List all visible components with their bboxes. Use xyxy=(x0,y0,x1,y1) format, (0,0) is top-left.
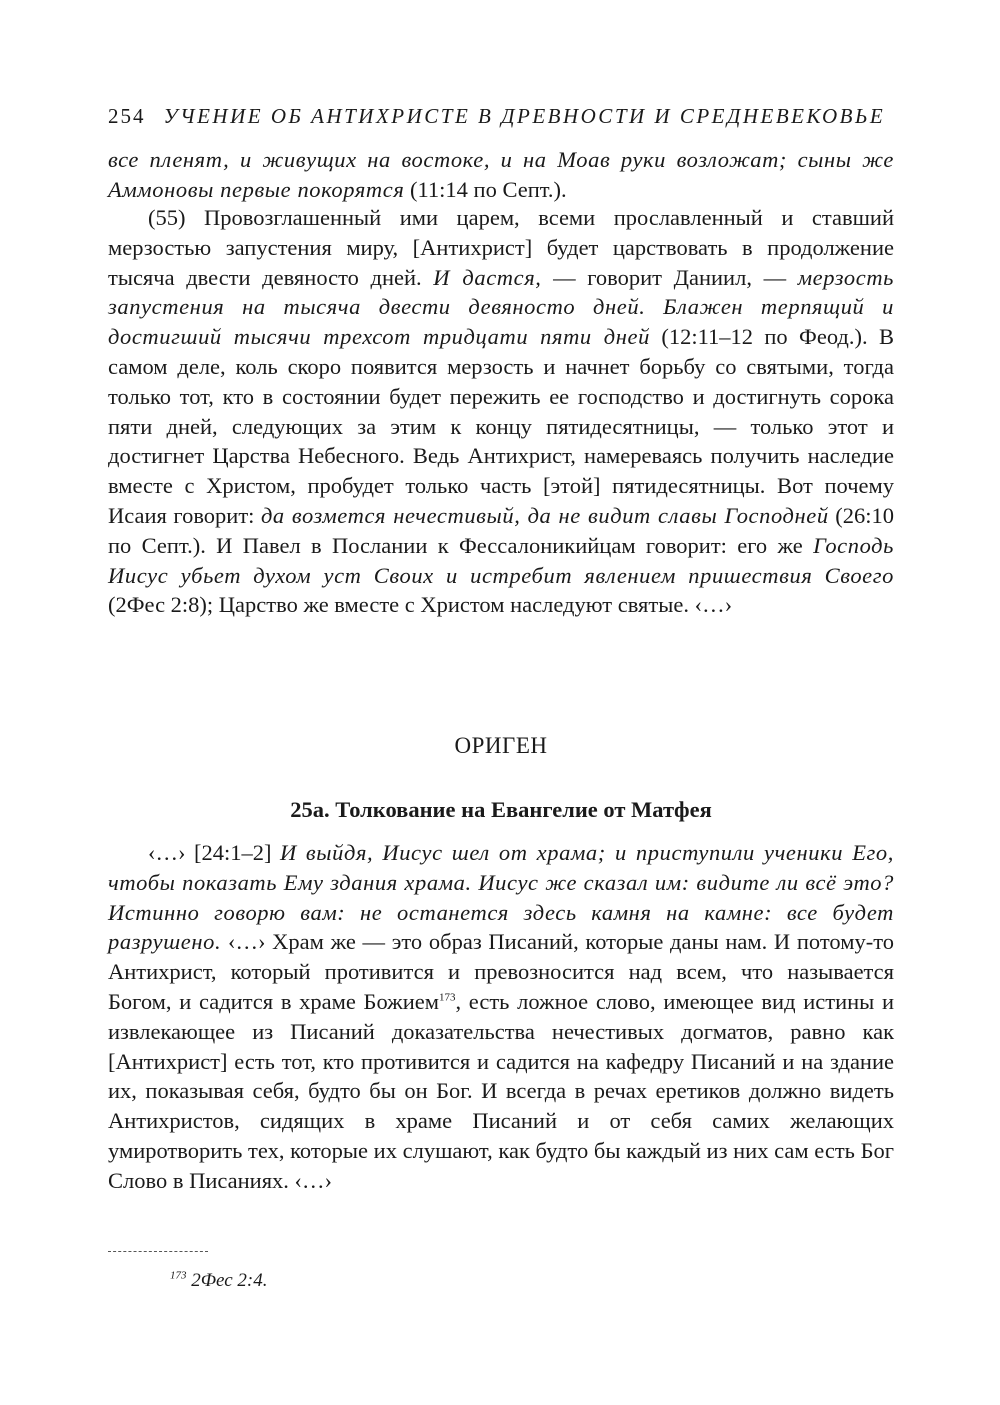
quote-text: мерзость запустения на тысяча двести девяносто дней. Блажен терпящий и достигший тысячи трехсот тридцати пяти дней xyxy=(108,264,895,350)
body-text: (26:10 по Септ.). И Павел в Послании к Фессалоникийцам говорит: его же xyxy=(108,502,895,558)
footnote-mark: 173 xyxy=(170,1269,187,1282)
running-title: УЧЕНИЕ ОБ АНТИХРИСТЕ В ДРЕВНОСТИ И СРЕДНЕВЕКОВЬЕ xyxy=(163,104,886,128)
footnote-text: 2Фес 2:4. xyxy=(186,1270,268,1291)
scripture-reference: (11:14 по Септ.). xyxy=(404,176,567,202)
quote-text: да возмется нечестивый, да не видит славы Господней xyxy=(260,502,829,528)
footnote-divider xyxy=(108,1251,208,1252)
body-text: (12:11–12 по Феод.). В самом деле, коль скоро появится мерзость и начнет борьбу со святыми, тогда только тот, кто в состоянии будет пережить ее господство и достигнуть сорока пяти дней, следующих за этим к концу пятидесятницы, — только этот и достигнет Царства Небесного. Ведь Антихрист, намереваясь получить наследие вместе с Христом, пробудет только часть [этой] пятидесятницы. Вот почему Исаия говорит: xyxy=(108,324,894,528)
body-text: , есть ложное слово, имеющее вид истины и извлекающее из Писаний доказательства нечестивых догматов, равно как [Антихрист] есть тот, кто противится и садится на кафедру Писаний и на здание их, показывая себя, будто бы он Бог. И всегда в речах еретиков должно видеть Антихристов, сидящих в храме Писаний и от себя самих желающих умиротворить тех, которые их слушают, как будто бы каждый из них сам есть Бог Слово в Писаниях. ‹…› xyxy=(108,988,895,1193)
running-header xyxy=(108,104,898,129)
body-text: ‹…› Храм же — это образ Писаний, которые даны нам. И потому-то Антихрист, который противится и превозносится над всем, что называется Богом, и садится в храме Божием xyxy=(108,929,894,1014)
body-text: (55) Провозглашенный ими царем, всеми прославленный и ставший мерзостью запустения миру, [Антихрист] будет царствовать в продолжение тысяча двести девяносто дней. xyxy=(108,205,894,290)
body-text: — говорит Даниил, — xyxy=(541,264,798,290)
paragraph-3 xyxy=(108,838,894,1196)
paragraph-1 xyxy=(108,145,894,205)
footnote-reference: 173 xyxy=(438,991,456,1004)
section-heading: ОРИГЕН xyxy=(454,733,548,758)
quote-text: Господь Иисус убьет духом уст Своих и истребит явлением пришествия Своего xyxy=(108,532,894,588)
quote-text: И дастся, xyxy=(433,264,542,290)
footnote xyxy=(170,1270,267,1292)
quote-text: И выйдя, Иисус шел от храма; и приступили ученики Его, чтобы показать Ему здания храма. Иисус же сказал им: видите ли всё это? Истинно говорю вам: не останется здесь камня на камне: все будет разрушено. xyxy=(108,840,894,955)
page-number: 254 xyxy=(108,104,146,128)
body-text: (2Фес 2:8); Царство же вместе с Христом наследуют святые. ‹…› xyxy=(108,592,733,618)
body-text: ‹…› [24:1–2] xyxy=(148,840,280,865)
paragraph-2 xyxy=(108,203,894,620)
section-subheading: 25а. Толкование на Евангелие от Матфея xyxy=(290,797,712,822)
quote-text: все пленят, и живущих на востоке, и на Моав руки возложат; сыны же Аммоновы первые покорятся xyxy=(108,147,894,202)
